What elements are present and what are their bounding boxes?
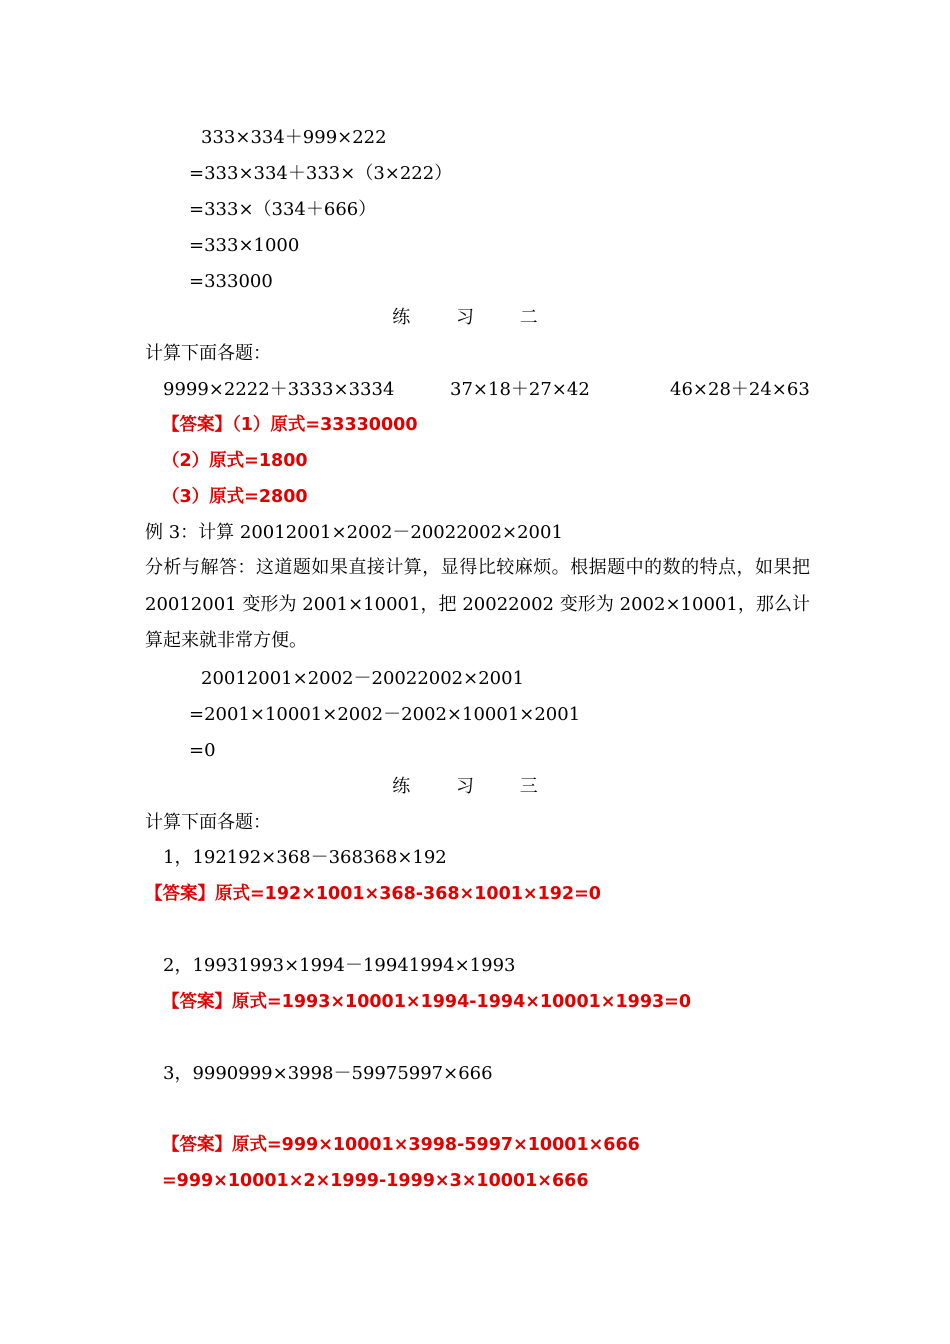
calc-line-5: =333000 [189, 271, 273, 292]
calc-line-4: =333×1000 [189, 235, 300, 256]
practice-3-answer-3-line-1: 【答案】原式=999×10001×3998-5997×10001×666 [162, 1135, 640, 1155]
practice-3-question-1: 1，192192×368－368368×192 [163, 847, 447, 868]
practice-2-heading: 练 习 二 [392, 307, 558, 328]
practice-3-answer-3-line-2: =999×10001×2×1999-1999×3×10001×666 [162, 1171, 589, 1191]
calc-line-1: 333×334＋999×222 [201, 127, 387, 148]
practice-2-answer-1: 【答案】（1）原式=33330000 [162, 415, 418, 435]
example-3-title: 例 3：计算 20012001×2002－20022002×2001 [145, 522, 563, 543]
practice-3-answer-1: 【答案】原式=192×1001×368-368×1001×192=0 [145, 884, 601, 904]
example-3-analysis: 分析与解答：这道题如果直接计算，显得比较麻烦。根据题中的数的特点，如果把 20012001 变形为 2001×10001，把 20022002 变形为 2002×10001，那么计算起来就非常方便。 [145, 557, 810, 651]
practice-2-intro: 计算下面各题： [145, 343, 271, 364]
example-3-step-2: =2001×10001×2002－2002×10001×2001 [189, 704, 581, 725]
calc-line-3: =333×（334＋666） [189, 199, 377, 220]
practice-3-heading: 练 习 三 [392, 776, 558, 797]
example-3-step-3: =0 [189, 740, 216, 761]
practice-2-answer-2: （2）原式=1800 [162, 451, 308, 471]
practice-2-answer-3: （3）原式=2800 [162, 487, 308, 507]
calc-line-2: =333×334＋333×（3×222） [189, 163, 453, 184]
example-3-step-1: 20012001×2002－20022002×2001 [201, 668, 525, 689]
practice-2-question-1: 9999×2222＋3333×3334 [163, 379, 395, 400]
practice-3-intro: 计算下面各题： [145, 812, 271, 833]
practice-3-question-3: 3，9990999×3998－59975997×666 [163, 1063, 493, 1084]
practice-2-question-3: 46×28＋24×63 [670, 379, 810, 400]
practice-3-question-2: 2，19931993×1994－19941994×1993 [163, 955, 516, 976]
practice-3-answer-2: 【答案】原式=1993×10001×1994-1994×10001×1993=0 [162, 992, 692, 1012]
practice-2-question-2: 37×18＋27×42 [450, 379, 590, 400]
